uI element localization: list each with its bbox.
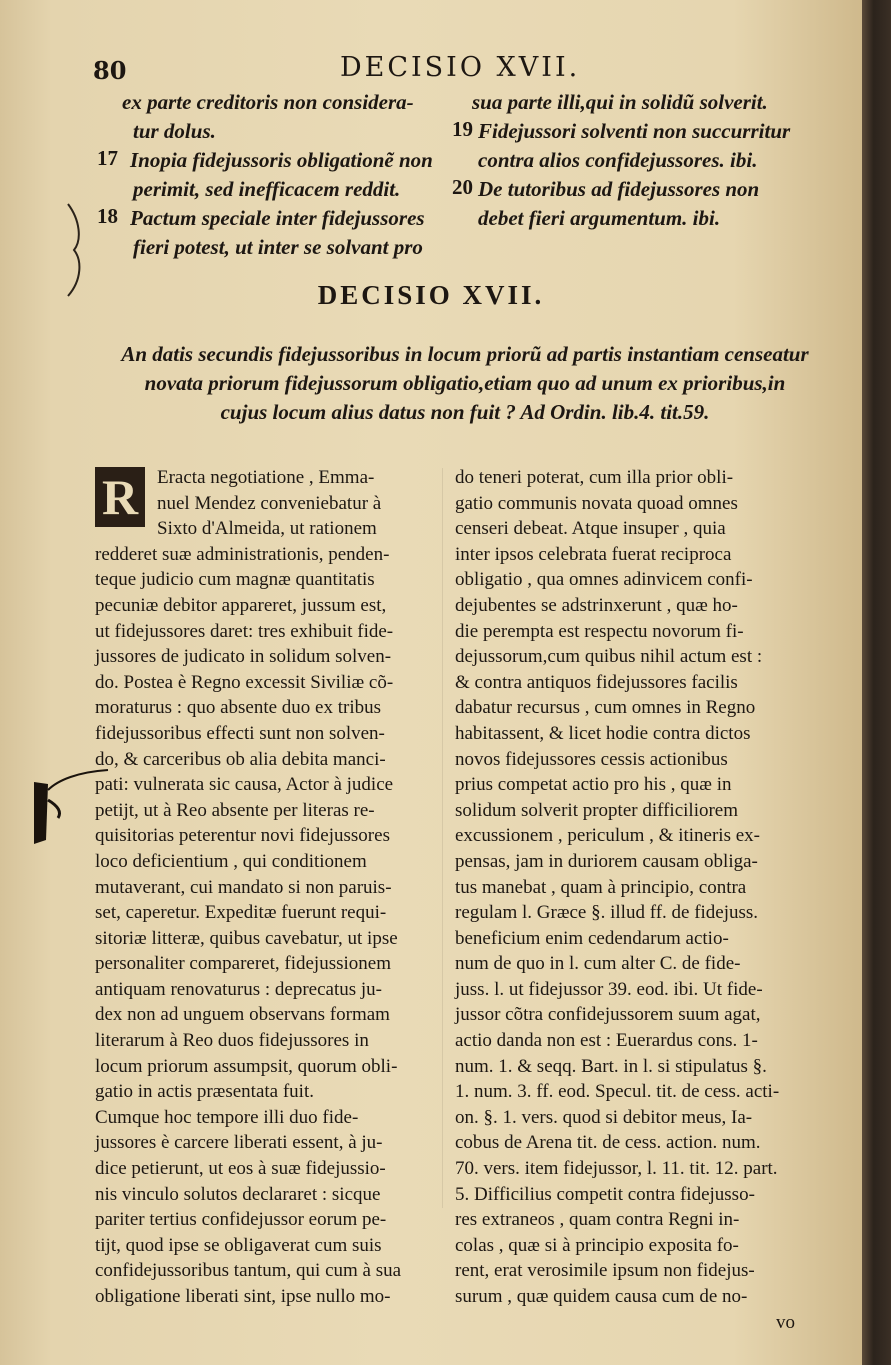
body-line: habitassent, & licet hodie contra dictos: [455, 722, 751, 744]
body-line: num. 1. & seqq. Bart. in l. si stipulatus §.: [455, 1055, 767, 1077]
body-line: colas , quæ si à principio exposita fo-: [455, 1234, 739, 1256]
body-line: ut fidejussores daret: tres exhibuit fide-: [95, 620, 394, 642]
decision-question: [95, 340, 835, 427]
body-line: die perempta est respectu novorum fi-: [455, 620, 744, 642]
body-line: do. Postea è Regno excessit Siviliæ cõ-: [95, 671, 394, 693]
body-line: novos fidejussores cessis actionibus: [455, 748, 728, 770]
body-line: dejubentes se adstrinxerunt , quæ ho-: [455, 594, 738, 616]
summary-right-2-line-1: debet fieri argumentum. ibi.: [478, 206, 721, 230]
summary-left-2-line-0: Pactum speciale inter fidejussores: [130, 206, 425, 230]
body-line: quisitorias peterentur novi fidejussores: [95, 825, 390, 847]
body-line: mutaverant, cui mandato si non paruis-: [95, 876, 392, 898]
body-line: censeri debeat. Atque insuper , quia: [455, 518, 726, 540]
body-column-left: [95, 465, 435, 1310]
summary-right-2-line-0: De tutoribus ad fidejussores non: [478, 177, 760, 201]
body-line: pensas, jam in duriorem causam obliga-: [455, 850, 758, 872]
body-line: obligatio , qua omnes adinvicem confi-: [455, 569, 753, 591]
body-line: tus manebat , quam à principio, contra: [455, 876, 747, 898]
body-line: pariter tertius confidejussor eorum pe-: [95, 1209, 387, 1231]
body-line: 1. num. 3. ff. eod. Specul. tit. de cess. acti-: [455, 1081, 780, 1103]
summary-left-0-line-1: tur dolus.: [133, 119, 216, 143]
body-line: do teneri poterat, cum illa prior obli-: [455, 467, 734, 488]
body-line: vo: [776, 1311, 795, 1333]
body-line: personaliter compareret, fidejussionem: [95, 953, 391, 975]
question-line: novata priorum fidejussorum obligatio,etiam quo ad unum ex prioribus,in: [144, 371, 786, 395]
body-line: prius competat actio pro his , quæ in: [455, 774, 732, 796]
body-line: on. §. 1. vers. quod si debitor meus, Ia-: [455, 1106, 753, 1128]
body-line: gatio communis novata quoad omnes: [455, 492, 738, 514]
body-line: cobus de Arena tit. de cess. action. num.: [455, 1132, 761, 1154]
body-line: jussores de judicato in solidum solven-: [95, 646, 392, 668]
body-line: dex non ad unguem observans formam: [95, 1004, 390, 1026]
body-line: 70. vers. item fidejussor, l. 11. tit. 12. part.: [455, 1158, 778, 1180]
body-line: pecuniæ debitor appareret, jussum est,: [95, 594, 387, 616]
drop-cap: R: [95, 467, 145, 527]
body-line: beneficium enim cedendarum actio-: [455, 927, 729, 949]
body-line: surum , quæ quidem causa cum de no-: [455, 1286, 748, 1307]
margin-ink-mark: [18, 760, 118, 850]
body-line: dejussorum,cum quibus nihil actum est :: [455, 646, 763, 668]
body-line: antiquam renovaturus : deprecatus ju-: [95, 978, 383, 1000]
page-edge-shadow: [862, 0, 891, 1365]
body-line: dice petierunt, ut eos à suæ fidejussio-: [95, 1158, 386, 1180]
body-line: redderet suæ administrationis, penden-: [95, 543, 390, 565]
column-gutter: [442, 468, 443, 1208]
summary-number-18: 18: [97, 204, 118, 228]
summary-number-19: 19: [452, 117, 473, 141]
body-line: inter ipsos celebrata fuerat reciproca: [455, 543, 732, 565]
body-line: juss. l. ut fidejussor 39. eod. ibi. Ut fide-: [455, 978, 763, 1000]
body-line: pati: vulnerata sic causa, Actor à judice: [95, 774, 394, 796]
question-line: An datis secundis fidejussoribus in locum priorũ ad partis instantiam censeatur: [121, 342, 809, 366]
body-line: locum priorum assumpsit, quorum obli-: [95, 1055, 398, 1077]
summary-number-20: 20: [452, 175, 473, 199]
page-number: 80: [93, 56, 127, 85]
body-line: num de quo in l. cum alter C. de fide-: [455, 953, 741, 975]
summary-left-1-line-0: Inopia fidejussoris obligationẽ non: [130, 148, 433, 172]
body-line: sitoriæ litteræ, quibus cavebatur, ut ipse: [95, 927, 398, 949]
body-line: obligatione liberati sint, ipse nullo mo-: [95, 1286, 391, 1307]
body-line: nis vinculo solutos declararet : sicque: [95, 1183, 381, 1205]
summary-number-17: 17: [97, 146, 118, 170]
body-line: loco deficientium , qui conditionem: [95, 850, 367, 872]
body-line: confidejussoribus tantum, qui cum à sua: [95, 1260, 402, 1282]
body-line: moraturus : quo absente duo ex tribus: [95, 697, 382, 719]
body-line: Cumque hoc tempore illi duo fide-: [95, 1106, 359, 1128]
body-line: excussionem , periculum , & itineris ex-: [455, 825, 760, 847]
body-line: fidejussoribus effecti sunt non solven-: [95, 722, 385, 744]
body-line: nuel Mendez conveniebatur à: [157, 492, 382, 514]
body-line: jussor cõtra confidejussorem suum agat,: [455, 1004, 761, 1026]
body-line: teque judicio cum magnæ quantitatis: [95, 569, 375, 591]
body-line: regulam l. Græce §. illud ff. de fidejuss.: [455, 902, 759, 924]
body-line: dabatur recursus , cum omnes in Regno: [455, 697, 756, 719]
body-line: jussores è carcere liberati essent, à ju-: [95, 1132, 383, 1154]
body-line: set, caperetur. Expeditæ fuerunt requi-: [95, 902, 387, 924]
body-line: do, & carceribus ob alia debita manci-: [95, 748, 386, 770]
summary-right-0-line-0: sua parte illi,qui in solidũ solverit.: [472, 90, 768, 114]
body-line: petijt, ut à Reo absente per literas re-: [95, 799, 375, 821]
summary-left-1-line-1: perimit, sed inefficacem reddit.: [133, 177, 401, 201]
body-line: Eracta negotiatione , Emma-: [157, 467, 375, 488]
question-line: cujus locum alius datus non fuit ? Ad Ordin. lib.4. tit.59.: [220, 400, 710, 424]
body-line: tijt, quod ipse se obligaverat cum suis: [95, 1234, 382, 1256]
body-line: & contra antiquos fidejussores facilis: [455, 671, 738, 693]
summary-left-2-line-1: fieri potest, ut inter se solvant pro: [133, 235, 423, 259]
body-line: res extraneos , quam contra Regni in-: [455, 1209, 740, 1231]
summary-right-1-line-1: contra alios confidejussores. ibi.: [478, 148, 758, 172]
body-line: actio danda non est : Euerardus cons. 1-: [455, 1030, 758, 1052]
body-line: 5. Difficilius competit contra fidejusso-: [455, 1183, 755, 1205]
body-line: Sixto d'Almeida, ut rationem: [157, 518, 377, 540]
body-line: gatio in actis præsentata fuit.: [95, 1081, 314, 1103]
summary-right-1-line-0: Fidejussori solventi non succurritur: [478, 119, 791, 143]
running-head: DECISIO XVII.: [340, 52, 581, 83]
body-column-right: [455, 465, 795, 1335]
body-line: literarum à Reo duos fidejussores in: [95, 1030, 369, 1052]
decision-title: DECISIO XVII.: [317, 280, 545, 310]
body-line: solidum solverit propter difficiliorem: [455, 799, 739, 821]
body-line: rent, erat verosimile ipsum non fidejus-: [455, 1260, 755, 1282]
summary-left-0-line-0: ex parte creditoris non considera-: [122, 90, 414, 114]
